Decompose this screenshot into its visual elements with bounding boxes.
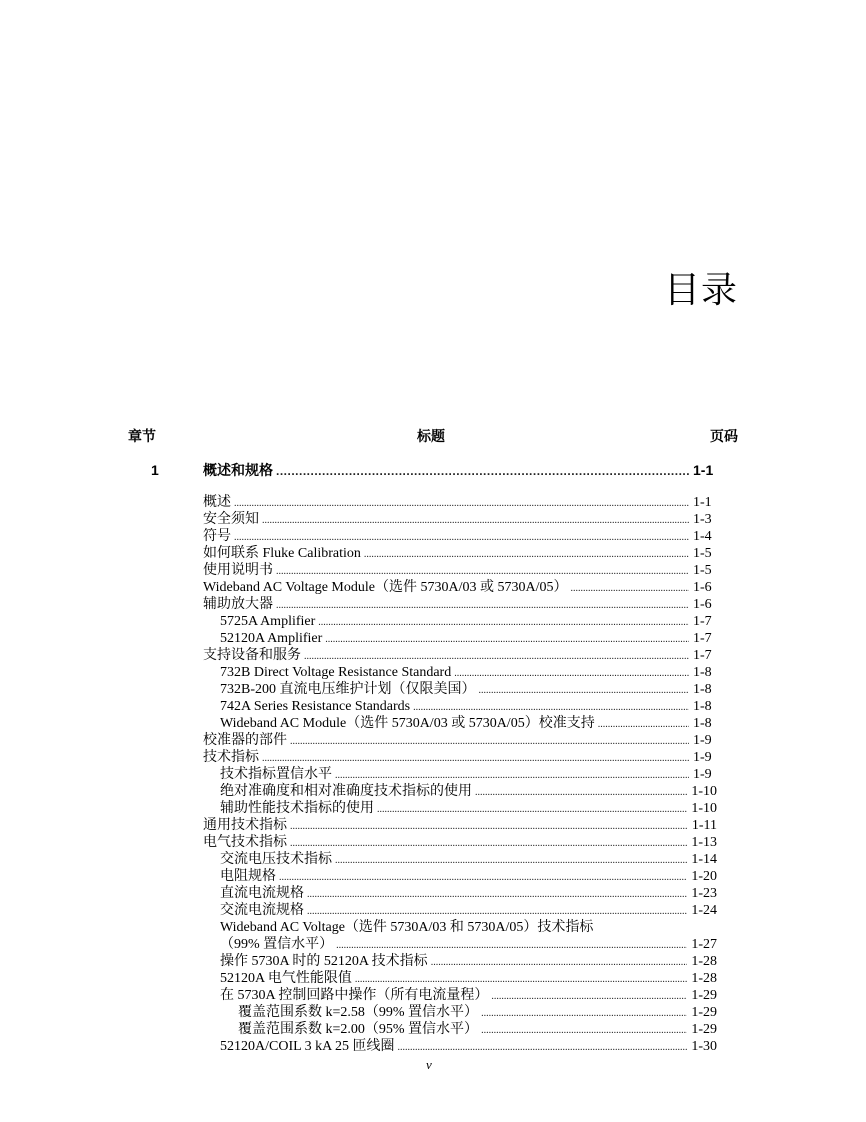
toc-entry-title: 符号 xyxy=(203,529,231,544)
toc-entry-page: 1-29 xyxy=(691,988,717,1003)
dot-leader xyxy=(234,528,689,546)
toc-entry-title: 电阻规格 xyxy=(220,869,276,884)
page-number: v xyxy=(426,1057,432,1072)
toc-entry[interactable] xyxy=(203,1004,717,1021)
toc-entry-list xyxy=(203,494,717,1055)
toc-entry-title: Wideband AC Voltage Module（选件 5730A/03 或 5730A/05） xyxy=(203,580,568,595)
toc-entry-title: Wideband AC Module（选件 5730A/03 或 5730A/05）校准支持 xyxy=(220,716,595,731)
toc-entry-title: 概述 xyxy=(203,495,231,510)
column-header-title: 标题 xyxy=(417,428,445,444)
dot-leader xyxy=(290,732,689,750)
chapter-number: 1 xyxy=(151,462,159,478)
dot-leader xyxy=(431,953,688,971)
toc-entry-title: 732B-200 直流电压维护计划（仅限美国） xyxy=(220,682,476,697)
dot-leader xyxy=(335,766,689,784)
toc-entry-title: 742A Series Resistance Standards xyxy=(220,699,411,714)
toc-entry[interactable] xyxy=(203,834,717,851)
toc-entry-page: 1-29 xyxy=(691,1022,717,1037)
toc-entry[interactable] xyxy=(203,953,717,970)
toc-entry-page: 1-9 xyxy=(693,733,712,748)
toc-entry[interactable] xyxy=(203,851,717,868)
dot-leader xyxy=(279,868,687,886)
toc-entry-page: 1-9 xyxy=(693,767,712,782)
toc-entry-title: 52120A 电气性能限值 xyxy=(220,971,352,986)
dot-leader xyxy=(335,851,687,869)
toc-entry[interactable] xyxy=(203,494,717,511)
toc-entry-page: 1-14 xyxy=(691,852,717,867)
toc-entry[interactable] xyxy=(203,885,717,902)
toc-entry[interactable] xyxy=(203,664,717,681)
toc-entry-title: 辅助放大器 xyxy=(203,597,273,612)
toc-entry-title: 辅助性能技术指标的使用 xyxy=(220,801,374,816)
toc-entry[interactable] xyxy=(203,528,717,545)
toc-entry-title: 覆盖范围系数 k=2.00（95% 置信水平） xyxy=(238,1022,479,1037)
dot-leader xyxy=(570,579,689,597)
toc-entry[interactable] xyxy=(203,715,717,732)
toc-entry-page: 1-29 xyxy=(691,1005,717,1020)
toc-entry[interactable] xyxy=(203,613,717,630)
toc-entry-page: 1-8 xyxy=(693,682,712,697)
dot-leader xyxy=(481,1021,687,1039)
toc-chapter-page: 1-1 xyxy=(693,462,714,478)
toc-entry-title: 在 5730A 控制回路中操作（所有电流量程） xyxy=(220,988,489,1003)
toc-entry-title: 覆盖范围系数 k=2.58（99% 置信水平） xyxy=(238,1005,479,1020)
toc-entry[interactable] xyxy=(203,630,717,647)
toc-entry[interactable] xyxy=(203,732,717,749)
dot-leader xyxy=(377,800,687,818)
dot-leader xyxy=(481,1004,687,1022)
dot-leader xyxy=(307,885,687,903)
toc-entry[interactable] xyxy=(203,511,717,528)
toc-entry-page: 1-7 xyxy=(693,648,712,663)
toc-entry-page: 1-1 xyxy=(693,495,712,510)
dot-leader xyxy=(598,715,689,733)
toc-entry-title: 操作 5730A 时的 52120A 技术指标 xyxy=(220,954,428,969)
dot-leader xyxy=(475,783,687,801)
dot-leader xyxy=(262,511,689,529)
toc-entry-title: 绝对准确度和相对准确度技术指标的使用 xyxy=(220,784,472,799)
dot-leader xyxy=(413,698,689,716)
toc-entry-page: 1-7 xyxy=(693,614,712,629)
toc-entry[interactable] xyxy=(203,987,717,1004)
toc-entry[interactable] xyxy=(203,596,717,613)
toc-entry[interactable] xyxy=(203,783,717,800)
toc-entry[interactable] xyxy=(203,936,717,953)
toc-entry[interactable] xyxy=(203,647,717,664)
toc-entry-page: 1-8 xyxy=(693,699,712,714)
toc-chapter-title: 概述和规格 xyxy=(203,462,273,478)
toc-entry-title: 电气技术指标 xyxy=(203,835,287,850)
dot-leader xyxy=(364,545,689,563)
column-header-chapter: 章节 xyxy=(128,428,156,444)
toc-entry-title: 直流电流规格 xyxy=(220,886,304,901)
toc-entry[interactable] xyxy=(203,562,717,579)
toc-entry-title: 5725A Amplifier xyxy=(220,614,316,629)
toc-entry-title: 使用说明书 xyxy=(203,563,273,578)
dot-leader xyxy=(307,902,687,920)
table-of-contents xyxy=(203,461,717,1055)
toc-entry-title: 技术指标置信水平 xyxy=(220,767,332,782)
dot-leader xyxy=(325,630,689,648)
dot-leader xyxy=(234,494,689,512)
dot-leader xyxy=(336,936,687,954)
dot-leader xyxy=(355,970,687,988)
toc-entry[interactable] xyxy=(203,817,717,834)
toc-entry-page: 1-7 xyxy=(693,631,712,646)
toc-entry-title: 技术指标 xyxy=(203,750,259,765)
dot-leader xyxy=(276,562,689,580)
toc-entry-title: （99% 置信水平） xyxy=(220,937,334,952)
toc-entry-title: 通用技术指标 xyxy=(203,818,287,833)
toc-entry[interactable] xyxy=(203,681,717,698)
column-header-page: 页码 xyxy=(710,428,738,444)
dot-leader xyxy=(276,461,689,481)
toc-entry-page: 1-28 xyxy=(691,954,717,969)
toc-entry-title: 校准器的部件 xyxy=(203,733,287,748)
toc-entry[interactable] xyxy=(203,749,717,766)
toc-entry[interactable] xyxy=(203,902,717,919)
toc-entry[interactable] xyxy=(203,698,717,715)
toc-chapter-entry[interactable] xyxy=(203,461,717,480)
toc-entry-page: 1-9 xyxy=(693,750,712,765)
dot-leader xyxy=(290,817,688,835)
toc-entry-page: 1-11 xyxy=(691,818,717,833)
toc-entry-title: 732B Direct Voltage Resistance Standard xyxy=(220,665,452,680)
toc-entry[interactable] xyxy=(203,970,717,987)
page-title: 目录 xyxy=(663,270,738,311)
dot-leader xyxy=(290,834,687,852)
dot-leader xyxy=(454,664,689,682)
dot-leader xyxy=(304,647,689,665)
toc-entry-page: 1-6 xyxy=(693,597,712,612)
toc-entry-page: 1-10 xyxy=(691,801,717,816)
toc-entry[interactable] xyxy=(203,766,717,783)
dot-leader xyxy=(397,1038,687,1056)
toc-entry[interactable] xyxy=(203,1038,717,1055)
toc-entry-title-line: Wideband AC Voltage（选件 5730A/03 和 5730A/05）技术指标 xyxy=(220,920,594,935)
toc-entry-title: 交流电流规格 xyxy=(220,903,304,918)
toc-entry-page: 1-5 xyxy=(693,546,712,561)
toc-entry[interactable] xyxy=(203,579,717,596)
toc-entry-title: 52120A Amplifier xyxy=(220,631,323,646)
toc-entry-title: 安全须知 xyxy=(203,512,259,527)
dot-leader xyxy=(276,596,689,614)
toc-entry-page: 1-8 xyxy=(693,665,712,680)
toc-entry-page: 1-8 xyxy=(693,716,712,731)
dot-leader xyxy=(479,681,690,699)
toc-entry-page: 1-30 xyxy=(691,1039,717,1054)
toc-entry[interactable] xyxy=(203,868,717,885)
dot-leader xyxy=(262,749,689,767)
toc-entry-page: 1-20 xyxy=(691,869,717,884)
toc-entry-page: 1-24 xyxy=(691,903,717,918)
dot-leader xyxy=(491,987,687,1005)
toc-entry-title: 如何联系 Fluke Calibration xyxy=(203,546,361,561)
toc-entry-page: 1-6 xyxy=(693,580,712,595)
toc-entry-page: 1-4 xyxy=(693,529,712,544)
toc-entry-page: 1-13 xyxy=(691,835,717,850)
toc-entry-page: 1-23 xyxy=(691,886,717,901)
toc-entry-page: 1-28 xyxy=(691,971,717,986)
dot-leader xyxy=(318,613,689,631)
toc-entry[interactable] xyxy=(203,800,717,817)
toc-entry-page: 1-3 xyxy=(693,512,712,527)
toc-entry-title: 交流电压技术指标 xyxy=(220,852,332,867)
toc-entry-title: 支持设备和服务 xyxy=(203,648,301,663)
toc-entry-page: 1-27 xyxy=(691,937,717,952)
toc-entry-title: 52120A/COIL 3 kA 25 匝线圈 xyxy=(220,1039,395,1054)
toc-entry[interactable] xyxy=(203,545,717,562)
toc-entry-page: 1-10 xyxy=(691,784,717,799)
toc-entry-page: 1-5 xyxy=(693,563,712,578)
toc-entry[interactable] xyxy=(203,1021,717,1038)
